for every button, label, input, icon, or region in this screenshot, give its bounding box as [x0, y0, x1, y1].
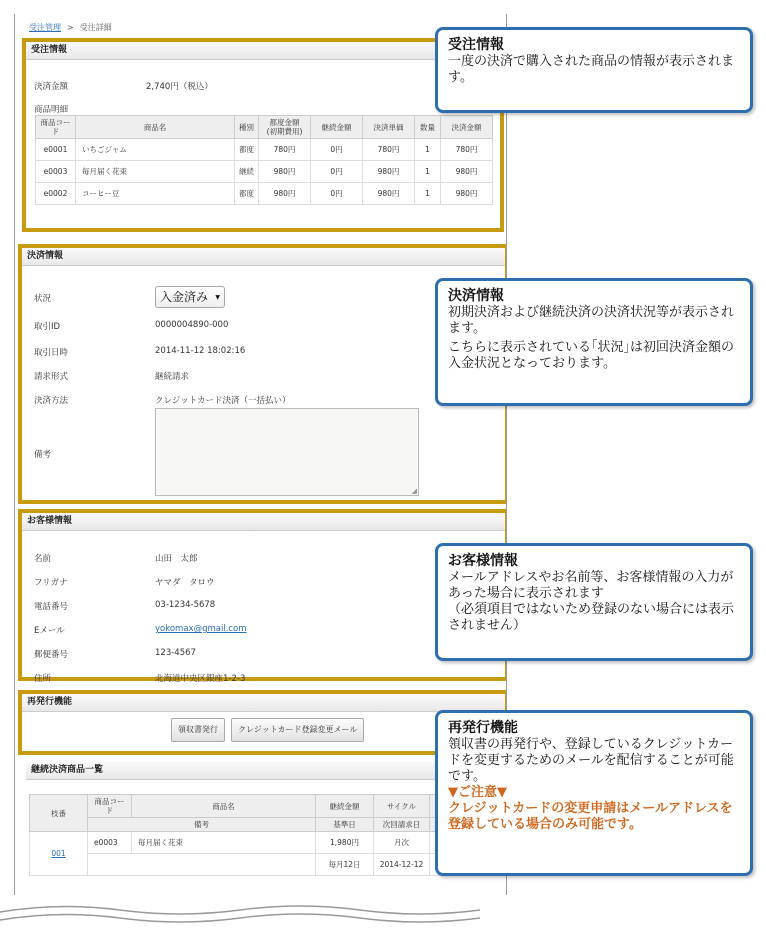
cell: 都度 [235, 183, 259, 205]
payment-info-section [18, 244, 507, 504]
cell: 980円 [259, 183, 311, 205]
cell: 980円 [441, 161, 493, 183]
cell: 780円 [363, 139, 415, 161]
receipt-button[interactable]: 領収書発行 [171, 718, 225, 742]
cell: 1 [415, 139, 441, 161]
col-unit: 決済単価 [363, 116, 415, 139]
name-label: 名前 [34, 554, 52, 564]
cell: 1,980円 [316, 832, 374, 854]
breadcrumb [29, 22, 112, 33]
callout-title: 決済情報 [448, 288, 504, 304]
subscription-header: 継続決済商品一覧 [26, 762, 502, 780]
status-select[interactable] [155, 286, 225, 308]
cell [88, 854, 316, 876]
callout-body-2: こちらに表示されている｢状況｣は初回決済金額の入金状況となっております。 [448, 340, 735, 371]
kana-label: フリガナ [34, 578, 68, 588]
admin-page [14, 14, 507, 914]
col-next: 次回請求日 [374, 818, 430, 832]
chevron-down-icon: ▼ [215, 294, 220, 301]
status-label: 状況 [34, 294, 52, 304]
cell: 1 [415, 161, 441, 183]
card-change-mail-button[interactable]: クレジットカード登録変更メール [231, 718, 364, 742]
table-row [30, 854, 497, 876]
col-amount: 継続金額 [316, 795, 374, 818]
memo-textarea[interactable] [155, 408, 419, 496]
method-label: 決済方法 [34, 396, 69, 406]
kana-value: ヤマダ タロウ [155, 578, 215, 588]
callout-warning: クレジットカードの変更申請はメールアドレスを登録している場合のみ可能です。 [448, 801, 733, 832]
status-value: 入金済み [160, 290, 209, 304]
col-name: 商品名 [132, 795, 316, 818]
col-recurring: 継続金額 [311, 116, 363, 139]
cell: e0001 [36, 139, 76, 161]
date-label: 取引日時 [34, 348, 69, 358]
col-memo: 備考 [88, 818, 316, 832]
billing-label: 請求形式 [34, 372, 69, 382]
zip-label: 郵便番号 [34, 650, 69, 660]
cell: 780円 [259, 139, 311, 161]
cell: 980円 [363, 161, 415, 183]
memo-label: 備考 [34, 450, 52, 460]
callout-body: 一度の決済で購入された商品の情報が表示されます。 [448, 54, 735, 85]
table-row [30, 832, 497, 854]
breadcrumb-link-orders[interactable]: 受注管理 [29, 23, 61, 32]
resize-grip-icon[interactable]: ◢ [411, 487, 417, 495]
txn-label: 取引ID [34, 322, 61, 332]
tel-label: 電話番号 [34, 602, 69, 612]
cell: いちごジャム [76, 139, 235, 161]
col-code: 商品コード [88, 795, 132, 818]
cell: 0円 [311, 161, 363, 183]
date-value: 2014-11-12 18:02:16 [155, 346, 246, 356]
subscription-table [29, 794, 497, 876]
txn-value: 0000004890-000 [155, 320, 229, 330]
email-label: Eメール [34, 626, 65, 636]
cell: 継続 [235, 161, 259, 183]
cell: 980円 [259, 161, 311, 183]
callout-body: 初期決済および継続決済の決済状況等が表示されます。 [448, 305, 735, 336]
table-row [36, 161, 493, 183]
callout-title: お客様情報 [448, 553, 518, 569]
payment-info-callout [435, 278, 753, 406]
cell: 0円 [311, 183, 363, 205]
zip-value: 123-4567 [155, 648, 196, 658]
customer-info-callout [435, 543, 753, 661]
col-total: 決済金額 [441, 116, 493, 139]
tel-value: 03-1234-5678 [155, 600, 216, 610]
cell: 1 [415, 183, 441, 205]
col-code: 商品コード [36, 116, 76, 139]
callout-title: 受注情報 [448, 37, 504, 53]
col-base: 基準日 [316, 818, 374, 832]
cell: 980円 [441, 183, 493, 205]
order-info-section [22, 38, 504, 232]
cell: 980円 [363, 183, 415, 205]
amount-label: 決済金額 [34, 82, 69, 92]
cell: e0003 [88, 832, 132, 854]
callout-body: メールアドレスやお名前等、お客様情報の入力があった場合に表示されます [448, 570, 734, 601]
amount-value: 2,740円（税込） [146, 82, 213, 92]
order-info-callout [435, 27, 753, 113]
cell: e0003 [36, 161, 76, 183]
breadcrumb-separator: > [67, 23, 74, 32]
email-link[interactable]: yokomax@gmail.com [155, 624, 247, 634]
addr-value: 北海道中央区銀座1-2-3 [155, 674, 246, 684]
order-info-header: 受注情報 [26, 42, 500, 60]
torn-edge-decoration [0, 900, 766, 932]
col-no: 枝番 [30, 795, 88, 832]
cell: 毎月届く花束 [132, 832, 316, 854]
subscription-no-link[interactable]: 001 [51, 849, 66, 858]
reissue-callout [435, 710, 753, 876]
col-type: 種別 [235, 116, 259, 139]
cell: 月次 [374, 832, 430, 854]
callout-body-2: （必須項目ではないため登録のない場合には表示されません） [448, 602, 735, 633]
cell: コーヒー豆 [76, 183, 235, 205]
customer-info-header: お客様情報 [22, 513, 505, 531]
col-initial: 都度金額 (初期費用) [259, 116, 311, 139]
payment-info-header: 決済情報 [22, 248, 505, 266]
cell: 都度 [235, 139, 259, 161]
cell: 780円 [441, 139, 493, 161]
cell: 毎月届く花束 [76, 161, 235, 183]
addr-label: 住所 [34, 674, 52, 684]
callout-notice: ▼ご注意▼ [448, 785, 507, 800]
customer-info-section [18, 509, 507, 684]
table-row [36, 139, 493, 161]
cell: 0円 [311, 139, 363, 161]
col-name: 商品名 [76, 116, 235, 139]
breadcrumb-current: 受注詳細 [79, 23, 112, 32]
callout-body: 領収書の再発行や、登録しているクレジットカードを変更するためのメールを配信することが可能です。 [448, 737, 734, 784]
method-value: クレジットカード決済（一括払い） [155, 396, 291, 406]
cell: e0002 [36, 183, 76, 205]
reissue-header: 再発行機能 [22, 694, 505, 712]
table-row [36, 183, 493, 205]
col-cycle: サイクル [374, 795, 430, 818]
name-value: 山田 太郎 [155, 554, 198, 564]
reissue-section [18, 690, 507, 755]
billing-value: 継続請求 [155, 372, 190, 382]
col-qty: 数量 [415, 116, 441, 139]
callout-title: 再発行機能 [448, 720, 518, 736]
cell: 毎月12日 [316, 854, 374, 876]
cell-no [30, 832, 88, 876]
items-label: 商品明細 [34, 105, 69, 115]
order-items-table [35, 115, 493, 205]
cell: 2014-12-12 [374, 854, 430, 876]
